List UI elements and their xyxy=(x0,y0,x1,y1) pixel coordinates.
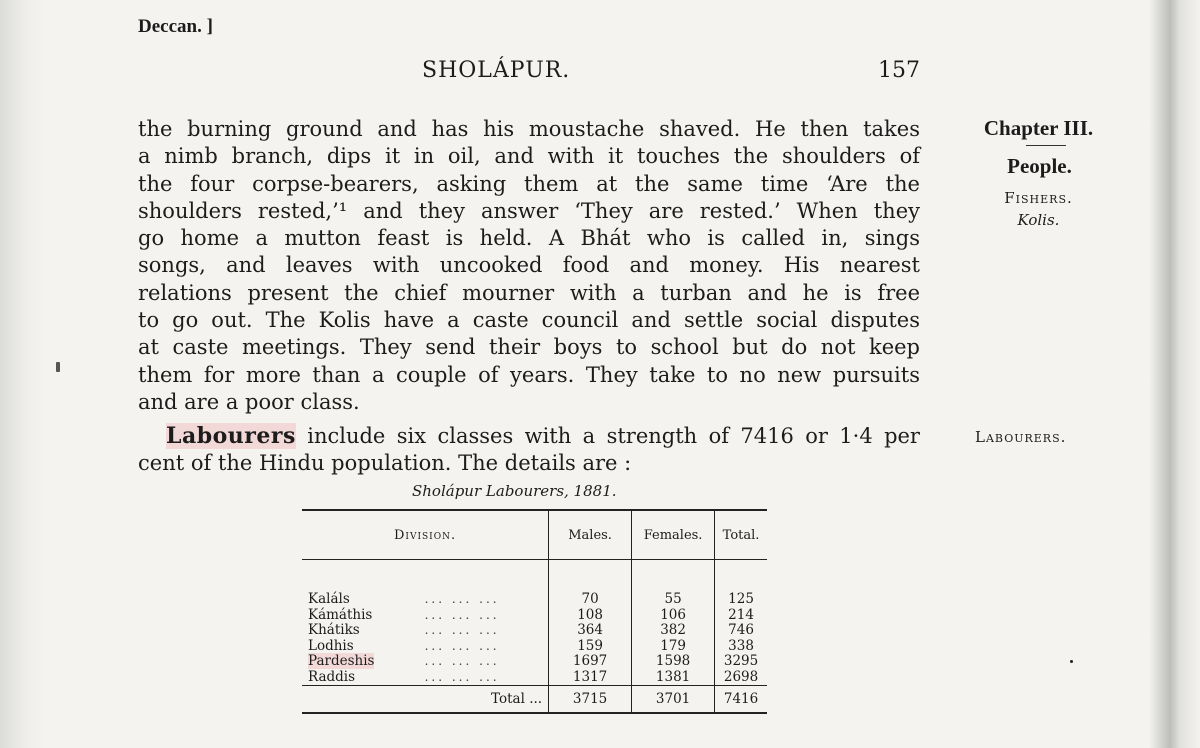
labourers-line-text: include six classes with a strength of 7416 or 1·4 per xyxy=(307,424,920,448)
text-line: at caste meetings. They send their boys to school but do not keep xyxy=(138,335,920,360)
margin-section: People. xyxy=(1007,154,1072,178)
text-line: to go out. The Kolis have a caste council and settle social disputes xyxy=(138,308,920,333)
text-line: songs, and leaves with uncooked food and money. His nearest xyxy=(138,253,920,278)
row-females: 106 xyxy=(632,608,715,624)
leader-dots: ... ... ... xyxy=(424,592,500,607)
text-line: go home a mutton feast is held. A Bhát who is called in, sings xyxy=(138,226,920,251)
table-row xyxy=(302,670,767,686)
text-line: the four corpse-bearers, asking them at the same time ‘Are the xyxy=(138,171,920,196)
table-row xyxy=(302,654,767,670)
text-line: them for more than a couple of years. They take to no new pursuits xyxy=(138,362,920,387)
text-line xyxy=(138,423,920,450)
row-division xyxy=(302,654,419,670)
leader-dots: ... ... ... xyxy=(424,669,500,684)
row-males: 1697 xyxy=(549,654,632,670)
margin-subsection: Fishers. xyxy=(1004,189,1073,207)
row-division: Raddis xyxy=(308,668,356,685)
row-males: 70 xyxy=(549,592,632,608)
margin-labourers: Labourers. xyxy=(975,428,1067,446)
row-females: 55 xyxy=(632,592,715,608)
table-row xyxy=(302,592,767,608)
margin-notes xyxy=(940,116,1115,229)
row-males: 159 xyxy=(549,639,632,655)
header-total: Total. xyxy=(715,510,767,560)
row-total: 214 xyxy=(715,608,767,624)
row-total: 2698 xyxy=(715,670,767,686)
table-bottom-rule xyxy=(302,713,767,717)
row-division: Kaláls xyxy=(308,591,350,608)
page-title: SHOLÁPUR. xyxy=(422,58,571,83)
row-total: 3295 xyxy=(715,654,767,670)
header-females: Females. xyxy=(632,510,715,560)
table-row xyxy=(302,639,767,655)
page-edge-shadow xyxy=(1150,0,1200,748)
table-total-row xyxy=(302,686,767,714)
page-gutter-shadow xyxy=(0,0,44,748)
margin-chapter: Chapter III. xyxy=(983,116,1094,140)
header-males: Males. xyxy=(549,510,632,560)
print-speck xyxy=(1070,660,1073,663)
table-spacer xyxy=(302,560,767,593)
row-males: 108 xyxy=(549,608,632,624)
header-division: Division. xyxy=(302,510,549,560)
row-division: Kámáthis xyxy=(308,606,373,623)
margin-topic: Kolis. xyxy=(1017,211,1060,229)
text-line: the burning ground and has his moustache shaved. He then takes xyxy=(138,117,920,141)
margin-rule xyxy=(1026,145,1066,146)
labourers-table xyxy=(302,509,767,717)
table-row xyxy=(302,623,767,639)
page-number: 157 xyxy=(878,58,920,83)
text-line: a nimb branch, dips it in oil, and with it touches the shoulders of xyxy=(138,144,920,169)
row-total: 746 xyxy=(715,623,767,639)
leader-dots: ... ... ... xyxy=(424,638,500,653)
table-header-row xyxy=(302,510,767,560)
row-total: 338 xyxy=(715,639,767,655)
row-division: Lodhis xyxy=(308,637,354,654)
text-line: relations present the chief mourner with a turban and he is free xyxy=(138,280,920,305)
row-females: 1381 xyxy=(632,670,715,686)
row-females: 179 xyxy=(632,639,715,655)
row-males: 364 xyxy=(549,623,632,639)
running-head: Deccan. ] xyxy=(138,16,213,37)
table-caption: Sholápur Labourers, 1881. xyxy=(412,482,617,500)
labourers-heading: Labourers xyxy=(166,423,296,449)
table-row xyxy=(302,608,767,624)
row-division: Khátiks xyxy=(308,622,360,639)
leader-dots: ... ... ... xyxy=(424,654,500,669)
row-division-highlight: Pardeshis xyxy=(308,653,375,670)
total-males: 3715 xyxy=(549,686,632,714)
total-label: Total ... xyxy=(302,686,549,714)
row-females: 382 xyxy=(632,623,715,639)
leader-dots: ... ... ... xyxy=(424,607,500,622)
text-line: shoulders rested,’¹ and they answer ‘They are rested.’ When they xyxy=(138,198,920,223)
print-mark xyxy=(56,362,60,372)
row-females: 1598 xyxy=(632,654,715,670)
text-line: and are a poor class. xyxy=(138,389,360,414)
row-males: 1317 xyxy=(549,670,632,686)
leader-dots: ... ... ... xyxy=(424,623,500,638)
paragraph-labourers xyxy=(138,423,920,478)
text-line: cent of the Hindu population. The details are : xyxy=(138,451,632,476)
row-total: 125 xyxy=(715,592,767,608)
total-total: 7416 xyxy=(715,686,767,714)
paragraph-kolis-customs xyxy=(138,116,920,416)
total-females: 3701 xyxy=(632,686,715,714)
